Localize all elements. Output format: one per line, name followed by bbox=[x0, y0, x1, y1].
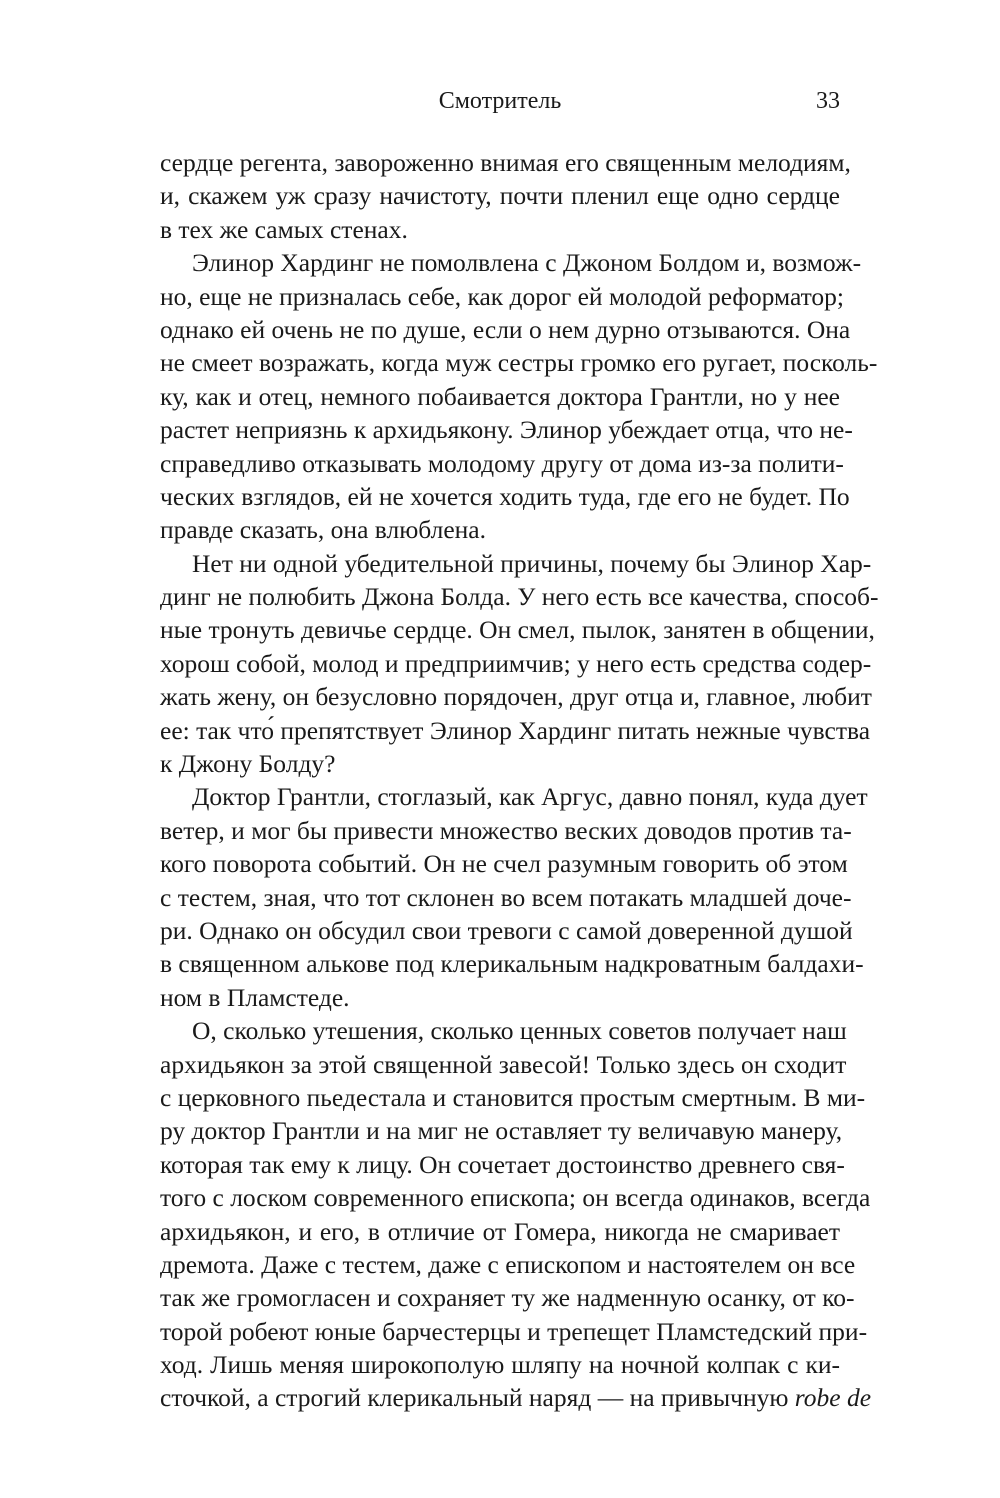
text-line: не смеет возражать, когда муж сестры громко его ругает, посколь- bbox=[160, 348, 878, 378]
text-line: хорош собой, молод и предприимчив; у него есть средства содер- bbox=[160, 648, 872, 678]
text-line: динг не полюбить Джона Болда. У него есть все качества, способ- bbox=[160, 582, 879, 612]
text-line: ку, как и отец, немного побаивается доктора Грантли, но у нее bbox=[160, 381, 840, 411]
text-line: в тех же самых стенах. bbox=[160, 214, 408, 244]
text-line: с церковного пьедестала и становится простым смертным. В ми- bbox=[160, 1082, 866, 1112]
text-line: жать жену, он безусловно порядочен, друг отца и, главное, любит bbox=[160, 682, 872, 712]
text-line: ее: так что́ препятствует Элинор Хардинг питать нежные чувства bbox=[160, 715, 871, 745]
text-line: но, еще не призналась себе, как дорог ей молодой реформатор; bbox=[160, 281, 845, 311]
text-line: и, скажем уж сразу начистоту, почти пленил еще одно сердце bbox=[160, 181, 840, 211]
text-line: Нет ни одной убедительной причины, почему бы Элинор Хар- bbox=[192, 548, 872, 578]
text-line: так же громогласен и сохраняет ту же надменную осанку, от ко- bbox=[160, 1283, 855, 1313]
text-line: ри. Однако он обсудил свои тревоги с самой доверенной душой bbox=[160, 915, 853, 945]
text-line: с тестем, зная, что тот склонен во всем потакать младшей доче- bbox=[160, 882, 852, 912]
text-line: того с лоском современного епископа; он всегда одинаков, всегда bbox=[160, 1183, 871, 1213]
page-number: 33 bbox=[816, 88, 840, 114]
final-line-text: сточкой, а строгий клерикальный наряд — на привычную bbox=[160, 1383, 789, 1413]
text-line-final bbox=[160, 1381, 872, 1414]
text-line: растет неприязнь к архидьякону. Элинор убеждает отца, что не- bbox=[160, 415, 853, 445]
text-line: ческих взглядов, ей не хочется ходить туда, где его не будет. По bbox=[160, 481, 850, 511]
text-line: ход. Лишь меняя широкополую шляпу на ночной колпак с ки- bbox=[160, 1350, 840, 1380]
text-line: которая так ему к лицу. Он сочетает достоинство древнего свя- bbox=[160, 1149, 845, 1179]
text-line: Элинор Хардинг не помолвлена с Джоном Болдом и, возмож- bbox=[192, 248, 862, 278]
italic-phrase: robe de bbox=[794, 1383, 872, 1413]
text-line: ном в Пламстеде. bbox=[160, 982, 350, 1012]
text-line: архидьякон, и его, в отличие от Гомера, никогда не смаривает bbox=[160, 1216, 840, 1246]
text-line: справедливо отказывать молодому другу от дома из-за полити- bbox=[160, 448, 844, 478]
text-line: торой робеют юные барчестерцы и трепещет Пламстедский при- bbox=[160, 1316, 868, 1346]
text-line: правде сказать, она влюблена. bbox=[160, 515, 486, 545]
text-line: дремота. Даже с тестем, даже с епископом и настоятелем он все bbox=[160, 1249, 856, 1279]
text-line: О, сколько утешения, сколько ценных советов получает наш bbox=[192, 1016, 847, 1046]
text-line: Доктор Грантли, стоглазый, как Аргус, давно понял, куда дует bbox=[192, 782, 868, 812]
text-line: однако ей очень не по душе, если о нем дурно отзываются. Она bbox=[160, 314, 851, 344]
text-line: ру доктор Грантли и на миг не оставляет ту величавую манеру, bbox=[160, 1116, 843, 1146]
text-line: ные тронуть девичье сердце. Он смел, пылок, занятен в общении, bbox=[160, 615, 875, 645]
body-text bbox=[160, 146, 879, 1415]
text-line: к Джону Болду? bbox=[160, 749, 336, 779]
text-line: кого поворота событий. Он не счел разумным говорить об этом bbox=[160, 849, 848, 879]
text-line: сердце регента, завороженно внимая его священным мелодиям, bbox=[160, 148, 851, 177]
text-line: в священном алькове под клерикальным надкроватным балдахи- bbox=[160, 949, 864, 979]
running-head-title: Смотритель bbox=[438, 88, 562, 114]
text-line: архидьякон за этой священной завесой! Только здесь он сходит bbox=[160, 1049, 847, 1079]
text-line: ветер, и мог бы привести множество веских доводов против та- bbox=[160, 815, 852, 845]
running-head bbox=[160, 84, 840, 118]
